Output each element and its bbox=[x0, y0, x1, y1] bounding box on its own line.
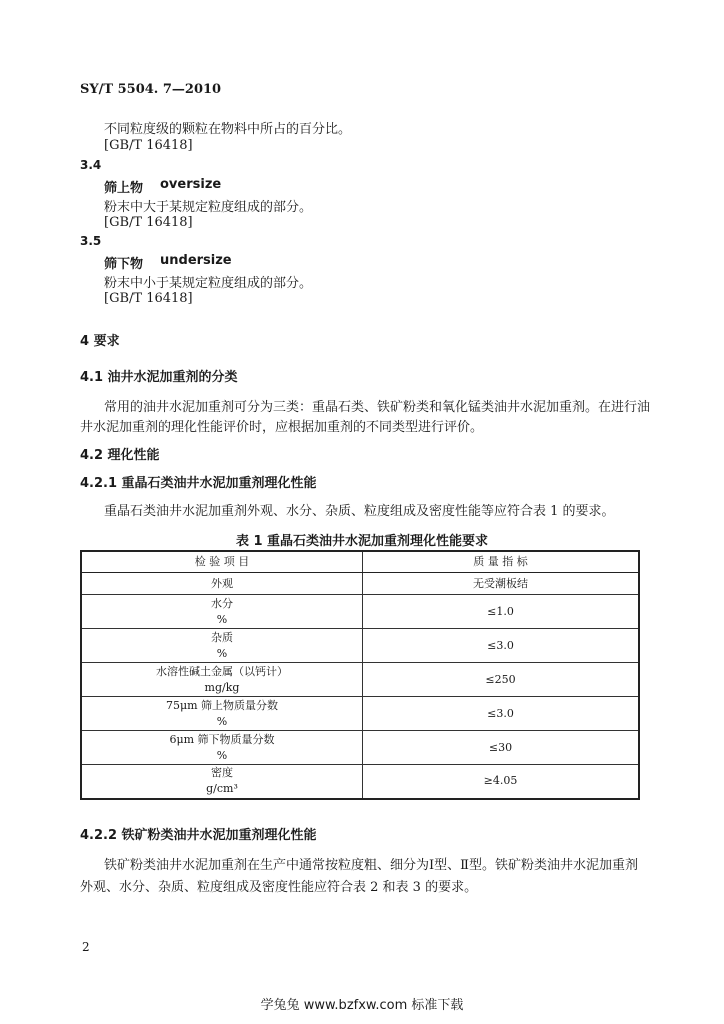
paragraph-line: 外观、水分、杂质、粒度组成及密度性能应符合表 2 和表 3 的要求。 bbox=[80, 880, 478, 895]
table-cell-item: 密度 g/cm³ bbox=[81, 765, 363, 799]
table-cell-item: 外观 bbox=[81, 573, 363, 595]
table-cell-value: ≤30 bbox=[363, 731, 640, 765]
definition-text: 粉末中小于某规定粒度组成的部分。 bbox=[104, 276, 313, 291]
table-cell-value: ≤250 bbox=[363, 663, 640, 697]
table-cell-item: 75μm 筛上物质量分数 % bbox=[81, 697, 363, 731]
table-cell-item: 6μm 筛下物质量分数 % bbox=[81, 731, 363, 765]
table-cell-value: ≥4.05 bbox=[363, 765, 640, 799]
clause-number: 3.4 bbox=[80, 158, 102, 172]
section-heading: 4.1 油井水泥加重剂的分类 bbox=[80, 370, 238, 385]
document-header: SY/T 5504. 7—2010 bbox=[80, 82, 222, 97]
paragraph-line: 铁矿粉类油井水泥加重剂在生产中通常按粒度粗、细分为Ⅰ型、Ⅱ型。铁矿粉类油井水泥加重剂 bbox=[104, 858, 638, 873]
section-heading: 4.2 理化性能 bbox=[80, 448, 160, 463]
term-en: oversize bbox=[160, 177, 222, 192]
requirements-table bbox=[80, 550, 640, 800]
table-cell-item: 水分 % bbox=[81, 595, 363, 629]
paragraph-line: 重晶石类油井水泥加重剂外观、水分、杂质、粒度组成及密度性能等应符合表 1 的要求。 bbox=[104, 504, 615, 519]
table-caption: 表 1 重晶石类油井水泥加重剂理化性能要求 bbox=[235, 534, 489, 549]
table-cell-value: ≤3.0 bbox=[363, 629, 640, 663]
term-en: undersize bbox=[160, 253, 232, 268]
table-row bbox=[81, 629, 639, 663]
definition-text: 不同粒度级的颗粒在物料中所占的百分比。 bbox=[104, 122, 352, 137]
term-cn: 筛上物 bbox=[104, 181, 144, 196]
table-cell-item: 水溶性碱土金属（以钙计） mg/kg bbox=[81, 663, 363, 697]
reference: [GB/T 16418] bbox=[104, 138, 193, 153]
reference: [GB/T 16418] bbox=[104, 215, 193, 230]
table-row bbox=[81, 697, 639, 731]
table-cell-value: ≤1.0 bbox=[363, 595, 640, 629]
paragraph-line: 井水泥加重剂的理化性能评价时，应根据加重剂的不同类型进行评价。 bbox=[80, 420, 484, 435]
reference: [GB/T 16418] bbox=[104, 291, 193, 306]
section-heading: 4.2.2 铁矿粉类油井水泥加重剂理化性能 bbox=[80, 828, 317, 843]
term-cn: 筛下物 bbox=[104, 257, 144, 272]
clause-number: 3.5 bbox=[80, 234, 102, 248]
table-header-cell: 质 量 指 标 bbox=[363, 551, 640, 573]
section-heading: 4.2.1 重晶石类油井水泥加重剂理化性能 bbox=[80, 476, 317, 491]
table-cell-item: 杂质 % bbox=[81, 629, 363, 663]
table-row bbox=[81, 765, 639, 799]
footer-watermark: 学兔兔 www.bzfxw.com 标准下载 bbox=[260, 998, 464, 1013]
table-cell-value: ≤3.0 bbox=[363, 697, 640, 731]
table-row bbox=[81, 663, 639, 697]
table-row bbox=[81, 595, 639, 629]
paragraph-line: 常用的油井水泥加重剂可分为三类：重晶石类、铁矿粉类和氧化锰类油井水泥加重剂。在进行油 bbox=[104, 400, 651, 415]
table-cell-value: 无受潮板结 bbox=[363, 573, 640, 595]
definition-text: 粉末中大于某规定粒度组成的部分。 bbox=[104, 200, 313, 215]
section-heading: 4 要求 bbox=[80, 334, 120, 349]
table-row bbox=[81, 573, 639, 595]
table-header-row bbox=[81, 551, 639, 573]
table-row bbox=[81, 731, 639, 765]
page-number: 2 bbox=[82, 940, 90, 954]
table-header-cell: 检 验 项 目 bbox=[81, 551, 363, 573]
